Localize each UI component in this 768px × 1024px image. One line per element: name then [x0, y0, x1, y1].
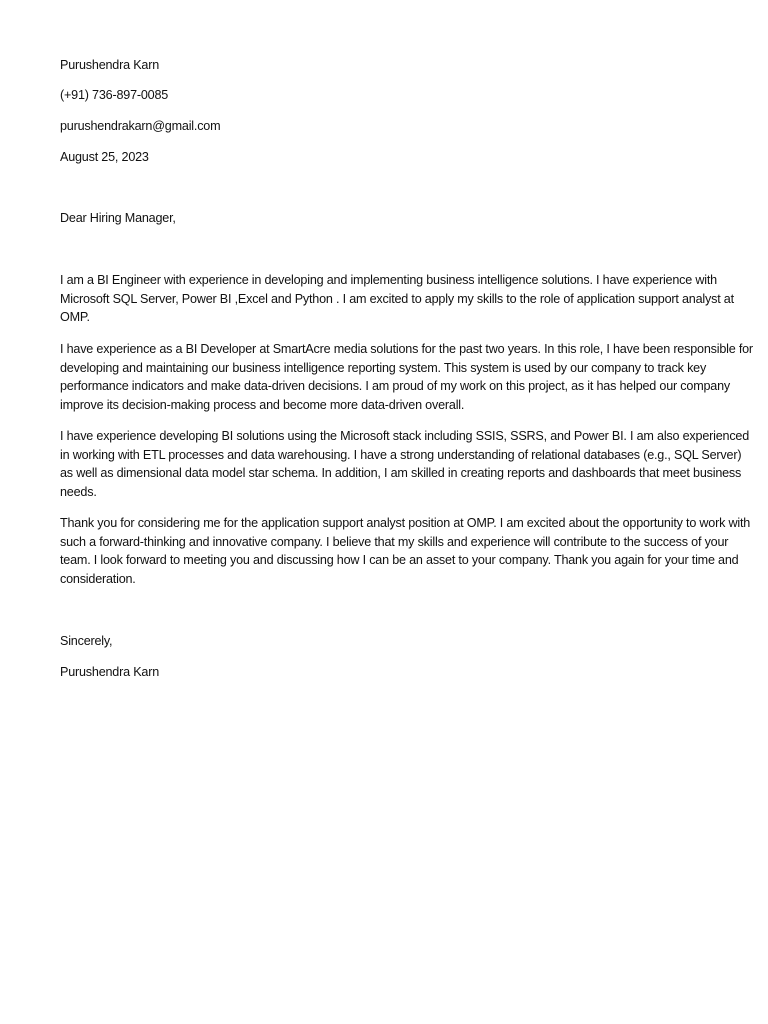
body-paragraph-2: I have experience as a BI Developer at SmartAcre media solutions for the past two years. In this role, I have been responsible for developing and maintaining our business intelligence reporting system. This system is used by our company to track key performance indicators and make data-driven decisions. I am proud of my work on this project, as it has helped our company improve its decision-making process and become more data-driven overall.	[60, 342, 753, 413]
sender-name: Purushendra Karn	[60, 58, 160, 72]
body-paragraph-4: Thank you for considering me for the application support analyst position at OMP. I am excited about the opportunity to work with such a forward-thinking and innovative company. I believe that my skills and experience will contribute to the success of your team. I look forward to meeting you and discussing how I can be an asset to your company. Thank you again for your time and consideration.	[60, 516, 751, 587]
body-paragraph-3: I have experience developing BI solutions using the Microsoft stack including SSIS, SSRS, and Power BI. I am also experienced in working with ETL processes and data warehousing. I have a strong understanding of relational databases (e.g., SQL Server) as well as dimensional data model star schema. In addition, I am skilled in creating reports and dashboards that meet business needs.	[60, 429, 750, 500]
letter-date: August 25, 2023	[60, 150, 149, 164]
sender-phone: (+91) 736-897-0085	[60, 88, 169, 102]
signature: Purushendra Karn	[60, 665, 160, 679]
salutation: Dear Hiring Manager,	[60, 211, 176, 225]
body-paragraph-1: I am a BI Engineer with experience in developing and implementing business intelligence solutions. I have experience with Microsoft SQL Server, Power BI ,Excel and Python . I am excited to apply my skills to the role of application support analyst at OMP.	[60, 273, 734, 325]
closing: Sincerely,	[60, 634, 113, 648]
sender-email: purushendrakarn@gmail.com	[60, 119, 221, 133]
